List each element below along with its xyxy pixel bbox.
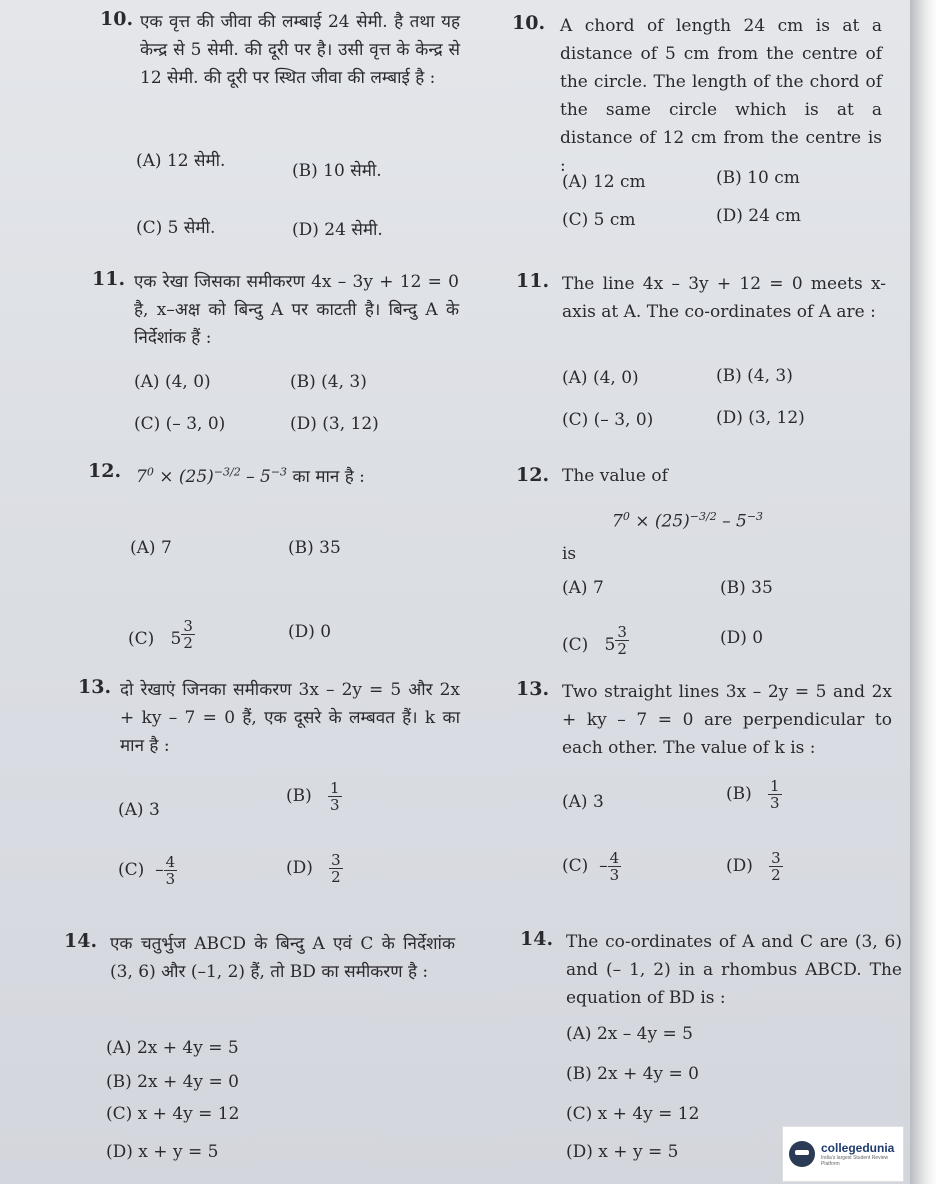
option-c: (C) – $\frac{4}{3}$ [562, 849, 620, 884]
question-text: The value of [562, 466, 668, 486]
question-number: 11. [516, 270, 550, 292]
option-a: (A) (4, 0) [562, 368, 639, 388]
option-d: (D) (3, 12) [290, 414, 379, 434]
question-number: 14. [520, 928, 554, 950]
option-a: (A) 12 सेमी. [136, 151, 226, 171]
logo-tagline: India's largest Student Review Platform [821, 1155, 889, 1167]
option-a: (A) 7 [130, 538, 172, 558]
option-d: (D) 0 [288, 622, 332, 642]
option-a: (A) 2x + 4y = 5 [106, 1038, 239, 1058]
math-expression: $7^0 \times (25)^{-3/2} - 5^{-3}$ [612, 510, 764, 532]
option-d: (D) x + y = 5 [106, 1142, 219, 1162]
logo-face-icon [789, 1141, 815, 1167]
option-b: (B) 10 cm [716, 168, 800, 188]
question-number: 10. [100, 8, 134, 30]
option-c: (C) (– 3, 0) [562, 410, 654, 430]
option-b: (B) $\frac{1}{3}$ [286, 779, 340, 814]
question-text: Two straight lines 3x – 2y = 5 and 2x + ky – 7 = 0 are perpendicular to each other. The value of k is : [562, 682, 892, 758]
option-b: (B) (4, 3) [716, 366, 793, 386]
option-b: (B) 2x + 4y = 0 [566, 1064, 699, 1084]
option-c: (C) – $\frac{4}{3}$ [118, 853, 176, 888]
option-a: (A) 2x – 4y = 5 [566, 1024, 693, 1044]
option-b: (B) 10 सेमी. [292, 161, 382, 181]
option-d: (D) 0 [720, 628, 764, 648]
question-number: 12. [88, 460, 122, 482]
math-expression: $7^0 \times (25)^{-3/2} - 5^{-3}$ का मान है : [136, 465, 365, 487]
option-a: (A) 3 [118, 800, 160, 820]
option-b: (B) 35 [288, 538, 341, 558]
question-text: The co-ordinates of A and C are (3, 6) and (– 1, 2) in a rhombus ABCD. The equation of BD is : [566, 932, 902, 1008]
question-text: A chord of length 24 cm is at a distance of 5 cm from the centre of the circle. The length of the chord of the same circle which is at a distance of 12 cm from the centre is : [560, 16, 882, 176]
option-a: (A) 12 cm [562, 172, 646, 192]
option-d: (D) $\frac{3}{2}$ [286, 851, 341, 886]
question-text: The line 4x – 3y + 12 = 0 meets x-axis at A. The co-ordinates of A are : [562, 274, 886, 322]
option-c: (C) (– 3, 0) [134, 414, 226, 434]
option-c: (C) x + 4y = 12 [106, 1104, 240, 1124]
option-d: (D) 24 सेमी. [292, 220, 383, 240]
option-b: (B) $\frac{1}{3}$ [726, 777, 780, 812]
option-b: (B) (4, 3) [290, 372, 367, 392]
question-number: 14. [64, 930, 98, 952]
question-text: एक रेखा जिसका समीकरण 4x – 3y + 12 = 0 है, x–अक्ष को बिन्दु A पर काटती है। बिन्दु A के निर्देशांक हैं : [134, 272, 459, 348]
question-text: एक वृत्त की जीवा की लम्बाई 24 सेमी. है तथा यह केन्द्र से 5 सेमी. की दूरी पर है। उसी वृत्त के केन्द्र से 12 सेमी. की दूरी पर स्थित जीवा की लम्बाई है : [140, 12, 460, 88]
question-number: 11. [92, 268, 126, 290]
option-c: (C) 5 cm [562, 210, 636, 230]
question-text: दो रेखाएं जिनका समीकरण 3x – 2y = 5 और 2x + ky – 7 = 0 हैं, एक दूसरे के लम्बवत हैं। k का मान है : [120, 680, 460, 756]
option-c: (C) 5 $^{\frac{3}{2}}$ [128, 617, 193, 652]
collegedunia-logo[interactable] [782, 1126, 904, 1182]
option-b: (B) 2x + 4y = 0 [106, 1072, 239, 1092]
option-d: (D) (3, 12) [716, 408, 805, 428]
option-d: (D) 24 cm [716, 206, 801, 226]
option-a: (A) (4, 0) [134, 372, 211, 392]
option-c: (C) 5 सेमी. [136, 218, 216, 238]
question-number: 13. [78, 676, 112, 698]
question-number: 10. [512, 12, 546, 34]
question-text: एक चतुर्भुज ABCD के बिन्दु A एवं C के निर्देशांक (3, 6) और (–1, 2) हैं, तो BD का समीकरण है : [110, 934, 455, 982]
option-d: (D) x + y = 5 [566, 1142, 679, 1162]
option-a: (A) 3 [562, 792, 604, 812]
question-number: 12. [516, 464, 550, 486]
option-b: (B) 35 [720, 578, 773, 598]
option-a: (A) 7 [562, 578, 604, 598]
question-number: 13. [516, 678, 550, 700]
logo-name: collegedunia [821, 1141, 895, 1155]
is-label: is [562, 544, 577, 564]
option-c: (C) 5 $^{\frac{3}{2}}$ [562, 623, 627, 658]
option-d: (D) $\frac{3}{2}$ [726, 849, 781, 884]
option-c: (C) x + 4y = 12 [566, 1104, 700, 1124]
